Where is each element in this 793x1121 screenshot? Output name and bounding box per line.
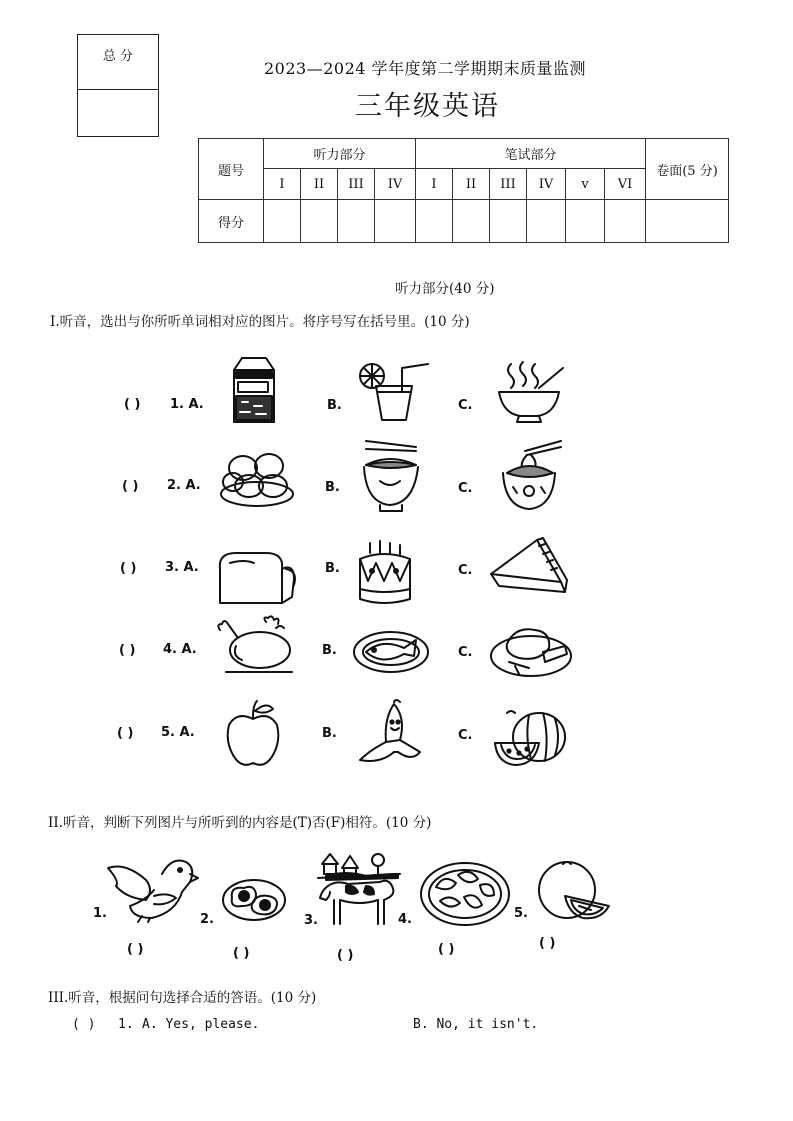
writing-col-2: II <box>453 169 490 200</box>
part3-option-a[interactable]: A. Yes, please. <box>142 1017 260 1032</box>
part3-item-number: 1. <box>118 1017 134 1032</box>
part3-option-b[interactable]: B. No, it isn't. <box>413 1017 539 1032</box>
option-c-label: C. <box>458 645 473 660</box>
score-cell[interactable] <box>527 200 566 243</box>
neatness-label: 卷面(5 分) <box>646 139 729 200</box>
score-cell[interactable] <box>301 200 338 243</box>
score-cell[interactable] <box>375 200 416 243</box>
option-b-label: B. <box>325 561 340 576</box>
listening-section-title: 听力部分(40 分) <box>395 281 495 297</box>
listening-col-3: III <box>338 169 375 200</box>
score-cell[interactable] <box>338 200 375 243</box>
writing-col-4: IV <box>527 169 566 200</box>
option-b-label: B. <box>327 398 342 413</box>
roast-chicken-icon[interactable] <box>216 616 296 674</box>
part2-answer-paren[interactable]: ( ) <box>539 936 556 951</box>
option-c-label: C. <box>458 481 473 496</box>
total-score-label: 总 分 <box>78 35 158 90</box>
item-number: 2. A. <box>167 478 201 493</box>
score-cell[interactable] <box>453 200 490 243</box>
item-number: 4. A. <box>163 642 197 657</box>
listening-col-4: IV <box>375 169 416 200</box>
part2-item-number: 4. <box>398 912 412 927</box>
part2-answer-paren[interactable]: ( ) <box>127 942 144 957</box>
writing-col-3: III <box>490 169 527 200</box>
soup-bowl-icon[interactable] <box>497 360 565 424</box>
part2-title: II.听音，判断下列图片与所听到的内容是(T)否(F)相符。(10 分) <box>48 815 432 831</box>
option-b-label: B. <box>322 643 337 658</box>
option-c-label: C. <box>458 398 473 413</box>
juice-glass-icon[interactable] <box>356 362 432 422</box>
part2-answer-paren[interactable]: ( ) <box>337 948 354 963</box>
watermelon-icon[interactable] <box>493 709 571 767</box>
buns-plate-icon[interactable] <box>219 448 295 508</box>
score-table <box>198 138 729 243</box>
score-cell[interactable] <box>605 200 646 243</box>
milk-carton-icon[interactable] <box>226 356 282 424</box>
bread-loaf-icon[interactable] <box>214 549 298 605</box>
fish-plate-icon[interactable] <box>352 630 430 674</box>
part1-title: I.听音，选出与你所听单词相对应的图片。将序号写在括号里。(10 分) <box>50 314 470 330</box>
bird-icon[interactable] <box>106 852 196 922</box>
meat-plate-icon[interactable] <box>489 622 573 678</box>
total-score-blank[interactable] <box>78 90 158 137</box>
listening-col-1: I <box>264 169 301 200</box>
writing-col-6: VI <box>605 169 646 200</box>
part3-title: III.听音，根据问句选择合适的答语。(10 分) <box>48 990 317 1006</box>
exam-year-title: 2023—2024 学年度第二学期期末质量监测 <box>264 59 587 78</box>
exam-main-title: 三年级英语 <box>355 91 500 122</box>
part2-answer-paren[interactable]: ( ) <box>438 942 455 957</box>
item-number: 5. A. <box>161 725 195 740</box>
answer-paren[interactable]: ( ) <box>122 479 139 494</box>
apple-icon[interactable] <box>225 701 281 769</box>
score-cell[interactable] <box>566 200 605 243</box>
noodle-bowl-icon[interactable] <box>497 437 563 513</box>
score-cell[interactable] <box>416 200 453 243</box>
cow-farm-icon[interactable] <box>316 844 402 930</box>
score-row-label: 得分 <box>199 200 264 243</box>
answer-paren[interactable]: ( ) <box>117 726 134 741</box>
option-c-label: C. <box>458 728 473 743</box>
dumplings-icon[interactable] <box>420 861 510 927</box>
part2-item-number: 1. <box>93 906 107 921</box>
fried-eggs-icon[interactable] <box>222 878 286 922</box>
listening-col-2: II <box>301 169 338 200</box>
birthday-cake-icon[interactable] <box>354 541 416 607</box>
item-number: 3. A. <box>165 560 199 575</box>
total-score-box <box>77 34 159 137</box>
option-c-label: C. <box>458 563 473 578</box>
score-cell[interactable] <box>264 200 301 243</box>
answer-paren[interactable]: ( ) <box>119 643 136 658</box>
part2-item-number: 3. <box>304 913 318 928</box>
option-b-label: B. <box>322 726 337 741</box>
part2-answer-paren[interactable]: ( ) <box>233 946 250 961</box>
writing-col-1: I <box>416 169 453 200</box>
answer-paren[interactable]: ( ) <box>124 397 141 412</box>
sandwich-icon[interactable] <box>489 536 567 596</box>
item-number: 1. A. <box>170 397 204 412</box>
rice-bowl-icon[interactable] <box>360 437 422 513</box>
writing-part-label: 笔试部分 <box>416 139 646 169</box>
score-cell[interactable] <box>646 200 729 243</box>
answer-paren[interactable]: ( ) <box>120 561 137 576</box>
listening-part-label: 听力部分 <box>264 139 416 169</box>
option-b-label: B. <box>325 480 340 495</box>
score-cell[interactable] <box>490 200 527 243</box>
writing-col-5: v <box>566 169 605 200</box>
part2-item-number: 5. <box>514 906 528 921</box>
question-number-label: 题号 <box>199 139 264 200</box>
orange-icon[interactable] <box>535 860 611 920</box>
part2-item-number: 2. <box>200 912 214 927</box>
part3-answer-paren[interactable]: ( ) <box>72 1017 96 1032</box>
banana-icon[interactable] <box>356 698 424 768</box>
